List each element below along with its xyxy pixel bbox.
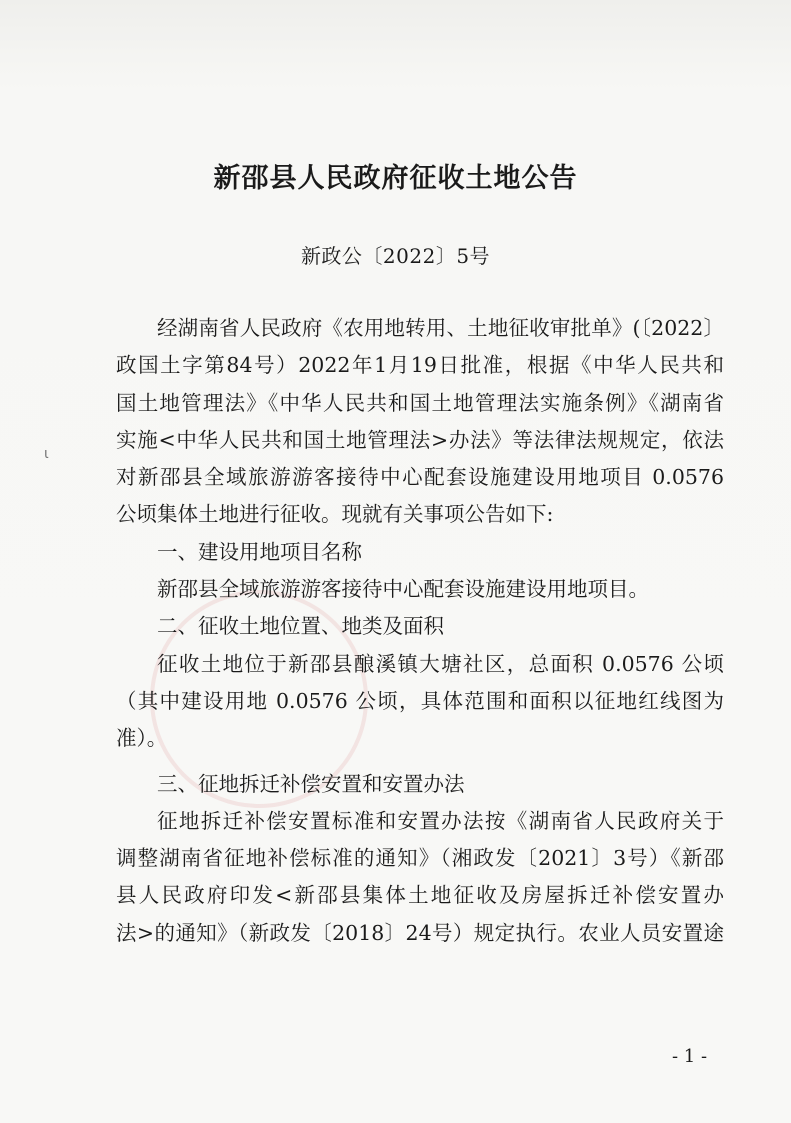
paragraph-line: 经湖南省人民政府《农用地转用、土地征收审批单》(〔2022〕 [157,316,724,340]
paragraph-line: 准）。 [116,726,168,751]
paragraph-line: 县人民政府印发<新邵县集体土地征收及房屋拆迁补偿安置办 [116,883,724,908]
paragraph-line: 法>的通知》（新政发〔2018〕24号）规定执行。农业人员安置途 [116,920,724,945]
paragraph-line: 征收土地位于新邵县酿溪镇大塘社区，总面积 0.0576 公顷 [157,651,724,676]
page-number: - 1 - [672,1046,708,1067]
paragraph-line: 对新邵县全域旅游游客接待中心配套设施建设用地项目 0.0576 [116,465,724,490]
paragraph-line: 实施<中华人民共和国土地管理法>办法》等法律法规规定，依法 [116,427,724,452]
section-heading: 一、建设用地项目名称 [157,539,362,564]
document-body [116,310,724,952]
paragraph-line: 公顷集体土地进行征收。现就有关事项公告如下: [116,502,554,527]
paragraph-line: 政国土字第84号）2022年1月19日批准，根据《中华人民共和 [116,353,724,378]
paragraph-line: 新邵县全域旅游游客接待中心配套设施建设用地项目。 [157,577,649,602]
section-heading: 二、征收土地位置、地类及面积 [157,614,444,639]
margin-mark: ι [44,446,49,462]
paragraph-line: （其中建设用地 0.0576 公顷，具体范围和面积以征地红线图为 [116,688,724,713]
paragraph-line: 调整湖南省征地补偿标准的通知》（湘政发〔2021〕3号）《新邵 [116,846,724,871]
section-heading: 三、征地拆迁补偿安置和安置办法 [157,771,465,796]
document-number: 新政公〔2022〕5号 [300,244,491,268]
document-title: 新邵县人民政府征收土地公告 [213,163,578,194]
paragraph-line: 国土地管理法》《中华人民共和国土地管理法实施条例》《湖南省 [116,390,724,415]
paragraph-line: 征地拆迁补偿安置标准和安置办法按《湖南省人民政府关于 [157,808,724,833]
